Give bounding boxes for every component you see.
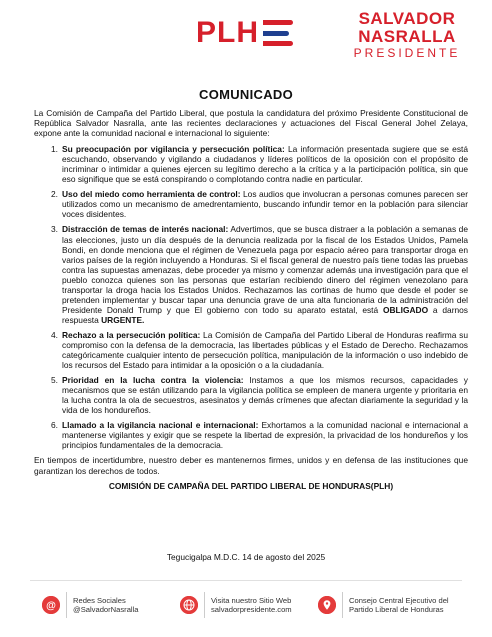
dateline: Tegucigalpa M.D.C. 14 de agosto del 2025 <box>166 552 326 562</box>
points-list <box>34 144 468 450</box>
footer-social-handle: @SalvadorNasralla <box>73 605 139 614</box>
brand-line-1: SALVADOR <box>358 9 456 28</box>
list-item <box>34 330 468 370</box>
list-item <box>34 189 468 219</box>
footer-item-divider <box>342 592 343 618</box>
footer-item-divider <box>66 592 67 618</box>
list-item <box>34 224 468 324</box>
point-body: Exhortamos a la comunidad nacional e internacional a mantenerse vigilantes y exigir que se respete la libertad de expresión, la privacidad de los hondureños y los principios fundamentales de la democracia. <box>62 420 468 451</box>
point-heading: Llamado a la vigilancia nacional e internacional: <box>62 420 259 431</box>
footer-website-url: salvadorpresidente.com <box>211 605 292 614</box>
footer-address-line2: Partido Liberal de Honduras <box>349 605 444 614</box>
footer <box>0 580 492 637</box>
point-number: 4. <box>51 329 58 340</box>
list-item <box>34 420 468 450</box>
list-item <box>34 375 468 415</box>
closing-paragraph: En tiempos de incertidumbre, nuestro deber es mantenernos firmes, unidos y en defensa de las instituciones que garantizan los derechos de todos. <box>34 455 468 476</box>
point-heading: Prioridad en la lucha contra la violencia: <box>62 375 244 386</box>
footer-address <box>318 592 449 618</box>
point-number: 3. <box>51 224 58 235</box>
point-heading: Distracción de temas de interés nacional: <box>62 224 229 235</box>
footer-divider <box>30 580 462 581</box>
document-title: COMUNICADO <box>199 87 293 102</box>
social-icon <box>42 596 60 614</box>
brand-line-2: NASRALLA <box>358 27 456 46</box>
plh-flag-icon <box>263 20 293 46</box>
point-heading: Rechazo a la persecución política: <box>62 329 201 340</box>
footer-website[interactable] <box>180 592 292 618</box>
intro-paragraph: La Comisión de Campaña del Partido Liberal, que postula la candidatura del próximo Presidente Constitucional de República Salvador Nasralla, ante las recientes declaraciones y actuaciones del Fiscal General Johel Zelaya, expone ante la comunidad nacional e internacional lo siguiente: <box>34 108 468 139</box>
header <box>0 0 492 78</box>
point-heading: Su preocupación por vigilancia y persecución política: <box>62 144 285 155</box>
point-emphasis-end: URGENTE. <box>101 314 145 325</box>
list-item <box>34 144 468 184</box>
point-body: La Comisión de Campaña del Partido Liberal de Honduras reafirma su compromiso con la defensa de la democracia, las libertades públicas y el Estado de Derecho. Rechazamos categóricamente cualquier intento de persecución política, manipulación de la información o uso indebido de los recursos del Estado para intimidar a la oposición o a la ciudadanía. <box>62 329 468 371</box>
footer-website-title: Visita nuestro Sitio Web <box>211 596 292 605</box>
plh-logo-text: PLH <box>196 16 259 49</box>
point-body: Instamos a que los mismos recursos, capacidades y mecanismos que se están utilizando para la vigilancia política se empleen de manera urgente y prioritaria en la lucha contra la ola de secuestros, asesinatos y demás crímenes que afectan diariamente la seguridad y la vida de los hondureños. <box>62 375 468 416</box>
brand-line-3: PRESIDENTE <box>353 46 461 60</box>
point-number: 2. <box>51 189 58 200</box>
location-pin-icon <box>318 596 336 614</box>
footer-item-divider <box>204 592 205 618</box>
plh-logo <box>196 16 293 50</box>
point-body-continued: a darnos respuesta <box>62 304 468 325</box>
point-number: 1. <box>51 144 58 155</box>
signature: COMISIÓN DE CAMPAÑA DEL PARTIDO LIBERAL DE HONDURAS(PLH) <box>108 480 394 491</box>
footer-social[interactable] <box>42 592 139 618</box>
point-heading: Uso del miedo como herramienta de control: <box>62 189 241 200</box>
footer-social-title: Redes Sociales <box>73 596 126 605</box>
document-body <box>34 108 468 491</box>
point-body: Advertimos, que se busca distraer a la población a semanas de las elecciones, justo un día después de la denuncia realizada por la fiscal de los Estados Unidos, Pamela Bondi, en donde menciona que el régimen de Venezuela paga por espacio aéreo para transportar droga en varios países de la región incluyendo a Honduras. Si el fiscal general de nuestro país tiene todas las pruebas contra las supuestas amenazas, debe proceder ya mismo y comenzar además una investigación para que el pueblo conozca quienes son las personas que estarían recibiendo dinero del régimen venezolano para transportar la droga hacia los Estados Unidos. Rechazamos las cortinas de humo que desde el poder se pretenden implementar y buscar tapar una denuncia grave de una alta funcionaria de la administración del Presidente Donald Trump y que El gobierno con todo su aparato estatal, está <box>62 224 468 315</box>
candidate-brand-logo <box>333 10 481 60</box>
point-number: 6. <box>51 420 58 431</box>
svg-text:@: @ <box>46 600 56 612</box>
point-number: 5. <box>51 375 58 386</box>
footer-address-line1: Consejo Central Ejecutivo del <box>349 596 449 605</box>
point-body: Los audios que involucran a personas comunes parecen ser utilizados como un mecanismo de amedrentamiento, buscando infundir temor en la población para silenciar voces disidentes. <box>62 189 468 220</box>
point-emphasis: OBLIGADO <box>382 304 429 315</box>
point-body: La información presentada sugiere que se está escuchando, observando y vigilando a ciudadanos y líderes políticos de la oposición con el propósito de incriminar o intimidar a quienes ejercen su legítimo derecho a la crítica y a la participación política, sin que eso signifique que se está conspirando o complotando contra nadie en particular. <box>62 144 469 185</box>
globe-icon <box>180 596 198 614</box>
